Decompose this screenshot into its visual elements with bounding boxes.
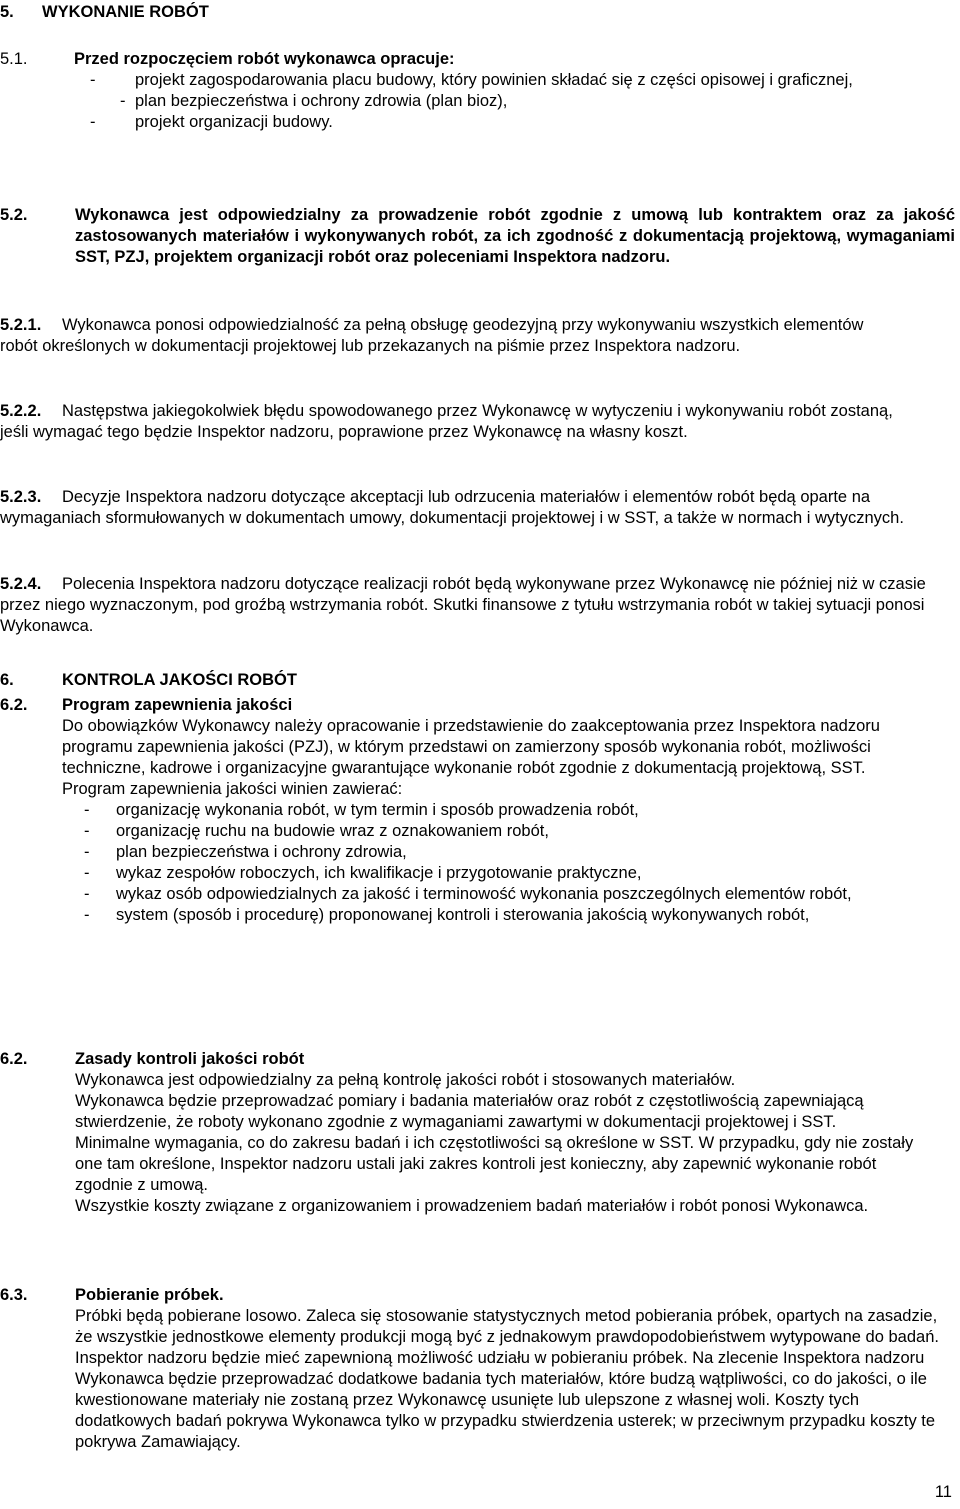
section-title: Zasady kontroli jakości robót: [75, 1050, 305, 1068]
section-text: Decyzje Inspektora nadzoru dotyczące akceptacji lub odrzucenia materiałów i elementów robót będą oparte na wymaganiach sformułowanych w dokumentach umowy, dokumentacji projektowej i w SST, a także w normach i wytycznych.: [0, 488, 904, 527]
list-item: - organizację wykonania robót, w tym termin i sposób prowadzenia robót,: [84, 801, 639, 819]
list-item: - plan bezpieczeństwa i ochrony zdrowia (plan bioz),: [120, 92, 508, 110]
section-number: 6.2.: [0, 696, 28, 714]
section-text: Następstwa jakiegokolwiek błędu spowodowanego przez Wykonawcę w wytyczeniu i wykonywaniu robót zostaną, jeśli wymagać tego będzie Inspektor nadzoru, poprawione przez Wykonawcę na własny koszt.: [0, 402, 893, 441]
list-item: - system (sposób i procedurę) proponowanej kontroli i sterowania jakością wykonywanych robót,: [84, 906, 810, 924]
section-number: 5.2.2.: [0, 402, 42, 420]
paragraph: Wszystkie koszty związane z organizowaniem i prowadzeniem badań materiałów i robót ponosi Wykonawca.: [75, 1197, 869, 1215]
section-title: Przed rozpoczęciem robót wykonawca opracuje:: [74, 50, 455, 68]
list-item: - organizację ruchu na budowie wraz z oznakowaniem robót,: [84, 822, 549, 840]
section-5-2: [0, 205, 955, 268]
section-5-2-3: [0, 487, 945, 529]
section-number: 5.2.4.: [0, 575, 42, 593]
list-item: - wykaz zespołów roboczych, ich kwalifikacje i przygotowanie praktyczne,: [84, 864, 642, 882]
section-number: 6.2.: [0, 1050, 28, 1068]
list-item: - projekt organizacji budowy.: [90, 113, 333, 131]
section-5-2-2: [0, 401, 900, 443]
section-title: Program zapewnienia jakości: [62, 696, 293, 714]
section-5-2-4: [0, 574, 945, 637]
section-number: 5.2.3.: [0, 488, 42, 506]
section-text: Wykonawca ponosi odpowiedzialność za pełną obsługę geodezyjną przy wykonywaniu wszystkich elementów robót określonych w dokumentacji projektowej lub przekazanych na piśmie przez Inspektora nadzoru.: [0, 316, 864, 355]
section-number: 6.3.: [0, 1286, 28, 1304]
section-6-heading: [0, 670, 297, 691]
section-text: Polecenia Inspektora nadzoru dotyczące realizacji robót będą wykonywane przez Wykonawcę nie później niż w czasie przez niego wyznaczonym, pod groźbą wstrzymania robót. Skutki finansowe z tytułu wstrzymania robót w takiej sytuacji ponosi Wykonawca.: [0, 575, 926, 635]
page-number: 11: [934, 1483, 952, 1501]
paragraph: Program zapewnienia jakości winien zawierać:: [62, 780, 403, 798]
list-item: - projekt zagospodarowania placu budowy, który powinien składać się z części opisowej i graficznej,: [90, 71, 853, 89]
section-title: WYKONANIE ROBÓT: [42, 3, 209, 21]
list-item: - wykaz osób odpowiedzialnych za jakość i terminowość wykonania poszczególnych elementów robót,: [84, 885, 852, 903]
section-6-3: [0, 1285, 945, 1453]
section-number: 6.: [0, 671, 14, 689]
list-item: - plan bezpieczeństwa i ochrony zdrowia,: [84, 843, 407, 861]
paragraph: Do obowiązków Wykonawcy należy opracowanie i przedstawienie do zaakceptowania przez Inspektora nadzoru programu zapewnienia jakości (PZJ), w którym przedstawi on zamierzony sposób wykonania robót, możliwości techniczne, kadrowe i organizacyjne gwarantujące wykonanie robót zgodnie z dokumentacją projektową, SST.: [62, 717, 880, 777]
section-number: 5.: [0, 3, 14, 21]
section-6-2-zasady: [0, 1049, 920, 1217]
section-number: 5.2.: [0, 206, 28, 224]
section-text: Wykonawca jest odpowiedzialny za prowadzenie robót zgodnie z umową lub kontraktem oraz za jakość zastosowanych materiałów i wykonywanych robót, za ich zgodność z dokumentacją projektową, wymaganiami SST, PZJ, projektem organizacji robót oraz poleceniami Inspektora nadzoru.: [75, 206, 955, 266]
section-number: 5.2.1.: [0, 316, 42, 334]
section-title: KONTROLA JAKOŚCI ROBÓT: [62, 671, 297, 689]
paragraph: Wykonawca będzie przeprowadzać pomiary i badania materiałów oraz robót z częstotliwością zapewniającą stwierdzenie, że roboty wykonano zgodnie z wymaganiami zawartymi w dokumentacji projektowej i SST.: [75, 1092, 864, 1131]
paragraph: Minimalne wymagania, co do zakresu badań i ich częstotliwości są określone w SST. W przypadku, gdy nie zostały one tam określone, Inspektor nadzoru ustali jaki zakres kontroli jest konieczny, aby zapewnić wykonanie robót zgodnie z umową.: [75, 1134, 914, 1194]
paragraph: Inspektor nadzoru będzie mieć zapewnioną możliwość udziału w pobieraniu próbek. Na zlecenie Inspektora nadzoru Wykonawca będzie przeprowadzać dodatkowe badania tych materiałów, które budzą wątpliwości, co do jakości, o ile kwestionowane materiały nie zostaną przez Wykonawcę usunięte lub ulepszone z własnej woli. Koszty tych dodatkowych badań pokrywa Wykonawca tylko w przypadku stwierdzenia usterek; w przeciwnym przypadku koszty te pokrywa Zamawiający.: [75, 1349, 936, 1451]
paragraph: Próbki będą pobierane losowo. Zaleca się stosowanie statystycznych metod pobierania próbek, opartych na zasadzie, że wszystkie jednostkowe elementy produkcji mogą być z jednakowym prawdopodobieństwem wytypowane do badań.: [75, 1307, 939, 1346]
section-5-heading: [0, 2, 209, 23]
section-5-1: [0, 49, 940, 133]
section-title: Pobieranie próbek.: [75, 1286, 224, 1304]
section-6-2-program: [0, 695, 920, 926]
section-number: 5.1.: [0, 50, 28, 68]
paragraph: Wykonawca jest odpowiedzialny za pełną kontrolę jakości robót i stosowanych materiałów.: [75, 1071, 736, 1089]
